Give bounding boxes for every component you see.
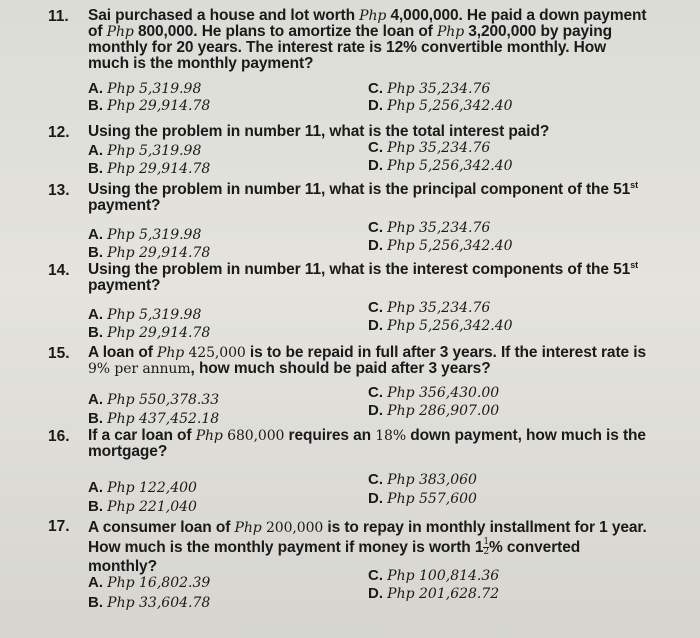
option-c: C. Php 35,234.76 — [368, 139, 491, 156]
question-stem — [88, 428, 648, 460]
stem-text: Using the problem in number 11, what is the interest components of the 51 — [88, 261, 631, 278]
stem-text: requires an — [284, 427, 376, 444]
option-d: D. Php 201,628.72 — [368, 585, 500, 602]
question-stem — [88, 345, 648, 377]
question-stem — [88, 179, 648, 214]
stem-text: Php — [195, 428, 223, 444]
question-stem — [88, 8, 648, 72]
question-number: 16. — [48, 428, 70, 445]
stem-text: 9% per annum — [88, 361, 191, 377]
stem-text: payment? — [88, 277, 161, 294]
option-d: D. Php 5,256,342.40 — [368, 157, 513, 174]
stem-text: Php — [359, 8, 387, 24]
stem-text: If a car loan of — [88, 427, 196, 444]
option-c: C. Php 35,234.76 — [368, 80, 491, 97]
option-c: C. Php 35,234.76 — [368, 299, 491, 316]
stem-text: 3,200,000 by paying monthly for 20 years. The interest rate is 12% convertible monthly. How much is the monthly payment? — [88, 23, 612, 72]
stem-text: Using the problem in number 11, what is the total interest paid? — [88, 123, 550, 140]
option-a: A. Php 122,400 — [88, 479, 197, 496]
question-number: 14. — [48, 262, 70, 279]
question-number: 15. — [48, 345, 70, 362]
option-d: D. Php 557,600 — [368, 490, 477, 507]
question-number: 12. — [48, 124, 70, 141]
question-number: 13. — [48, 182, 70, 199]
option-a: A. Php 5,319.98 — [88, 226, 202, 243]
option-b: B. Php 29,914.78 — [88, 160, 211, 177]
stem-text: Php — [106, 24, 134, 40]
option-c: C. Php 35,234.76 — [368, 219, 491, 236]
option-a: A. Php 5,319.98 — [88, 80, 202, 97]
stem-text: 425,000 — [184, 345, 246, 361]
option-b: B. Php 29,914.78 — [88, 244, 211, 261]
stem-text: $\frac{1}{2}$ — [483, 537, 490, 558]
stem-text: A consumer loan of — [88, 519, 235, 536]
stem-text: % converted monthly? — [88, 539, 581, 576]
stem-text: Php — [157, 345, 185, 361]
stem-text: Php — [234, 520, 262, 536]
option-d: D. Php 5,256,342.40 — [368, 237, 513, 254]
stem-text: down payment, how much is the mortgage? — [88, 427, 646, 460]
option-d: D. Php 5,256,342.40 — [368, 97, 513, 114]
stem-text: 800,000. He plans to amortize the loan of — [133, 23, 437, 40]
option-c: C. Php 383,060 — [368, 471, 477, 488]
option-a: A. Php 5,319.98 — [88, 306, 202, 323]
stem-text: 4,000,000. He paid a down payment of — [88, 7, 647, 40]
stem-text: , how much should be paid after 3 years? — [190, 360, 491, 377]
option-d: D. Php 5,256,342.40 — [368, 317, 513, 334]
option-a: A. Php 5,319.98 — [88, 142, 202, 159]
option-a: A. Php 16,802.39 — [88, 574, 211, 591]
option-a: A. Php 550,378.33 — [88, 391, 220, 408]
option-b: B. Php 29,914.78 — [88, 97, 211, 114]
stem-text: 18% — [375, 428, 407, 444]
stem-text: A loan of — [88, 344, 158, 361]
stem-text: is to be repaid in full after 3 years. If the interest rate is — [245, 344, 646, 361]
option-d: D. Php 286,907.00 — [368, 402, 500, 419]
stem-text: st — [630, 179, 638, 190]
stem-text: Php — [436, 24, 465, 40]
option-c: C. Php 100,814.36 — [368, 567, 500, 584]
stem-text: is to repay in monthly installment for 1 year. How much is the monthly payment if money is worth 1 — [88, 519, 647, 556]
question-number: 11. — [48, 8, 69, 25]
stem-text: st — [630, 259, 638, 270]
option-b: B. Php 221,040 — [88, 498, 197, 515]
question-stem — [88, 259, 648, 294]
stem-text: payment? — [88, 197, 161, 214]
option-c: C. Php 356,430.00 — [368, 384, 500, 401]
stem-text: Using the problem in number 11, what is the principal component of the 51 — [88, 181, 631, 198]
option-b: B. Php 437,452.18 — [88, 410, 220, 427]
stem-text: 200,000 — [261, 520, 324, 536]
option-b: B. Php 29,914.78 — [88, 324, 211, 341]
stem-text: 680,000 — [222, 428, 285, 444]
option-b: B. Php 33,604.78 — [88, 594, 211, 611]
question-number: 17. — [48, 518, 70, 535]
question-stem — [88, 124, 648, 140]
stem-text: Sai purchased a house and lot worth — [88, 7, 360, 24]
